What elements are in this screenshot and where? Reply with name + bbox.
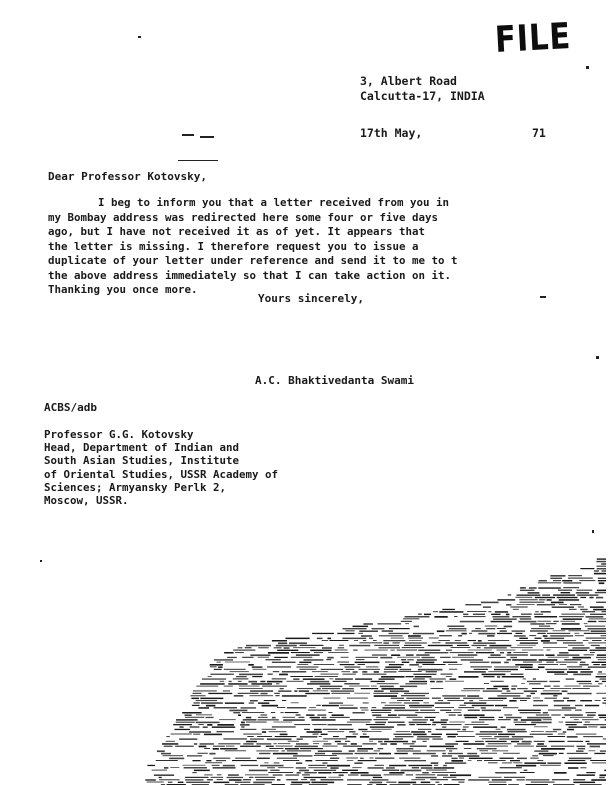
body-line: ago, but I have not received it as of yet. It appears that xyxy=(48,225,426,238)
recipient-line: Head, Department of Indian and xyxy=(44,441,240,455)
closing: Yours sincerely, xyxy=(258,292,364,305)
salutation: Dear Professor Kotovsky, xyxy=(48,170,207,183)
recipient-line: Moscow, USSR. xyxy=(44,494,129,508)
body-line: duplicate of your letter under reference and send it to me to t xyxy=(48,254,458,267)
body-line: my Bombay address was redirected here some four or five days xyxy=(48,210,439,224)
body-line: Thanking you once more. xyxy=(48,283,198,296)
signature-name: A.C. Bhaktivedanta Swami xyxy=(255,374,414,387)
recipient-line: Professor G.G. Kotovsky xyxy=(44,428,194,441)
date-year: 71 xyxy=(532,126,546,140)
body-line: I beg to inform you that a letter received from you in xyxy=(98,196,450,209)
file-stamp: FILE xyxy=(494,16,573,61)
body-line: the above address immediately so that I can take action on it. xyxy=(48,268,452,282)
recipient-line: Sciences; Armyansky Perlk 2, xyxy=(44,480,227,494)
recipient-line: South Asian Studies, Institute xyxy=(44,454,240,468)
date-day-month: 17th May, xyxy=(360,126,423,140)
body-line: the letter is missing. I therefore request you to issue a xyxy=(48,239,419,253)
reference-code: ACBS/adb xyxy=(44,401,97,414)
sender-address-line: Calcutta-17, INDIA xyxy=(360,89,485,103)
sender-address-line: 3, Albert Road xyxy=(360,74,457,88)
recipient-line: of Oriental Studies, USSR Academy of xyxy=(44,467,279,481)
